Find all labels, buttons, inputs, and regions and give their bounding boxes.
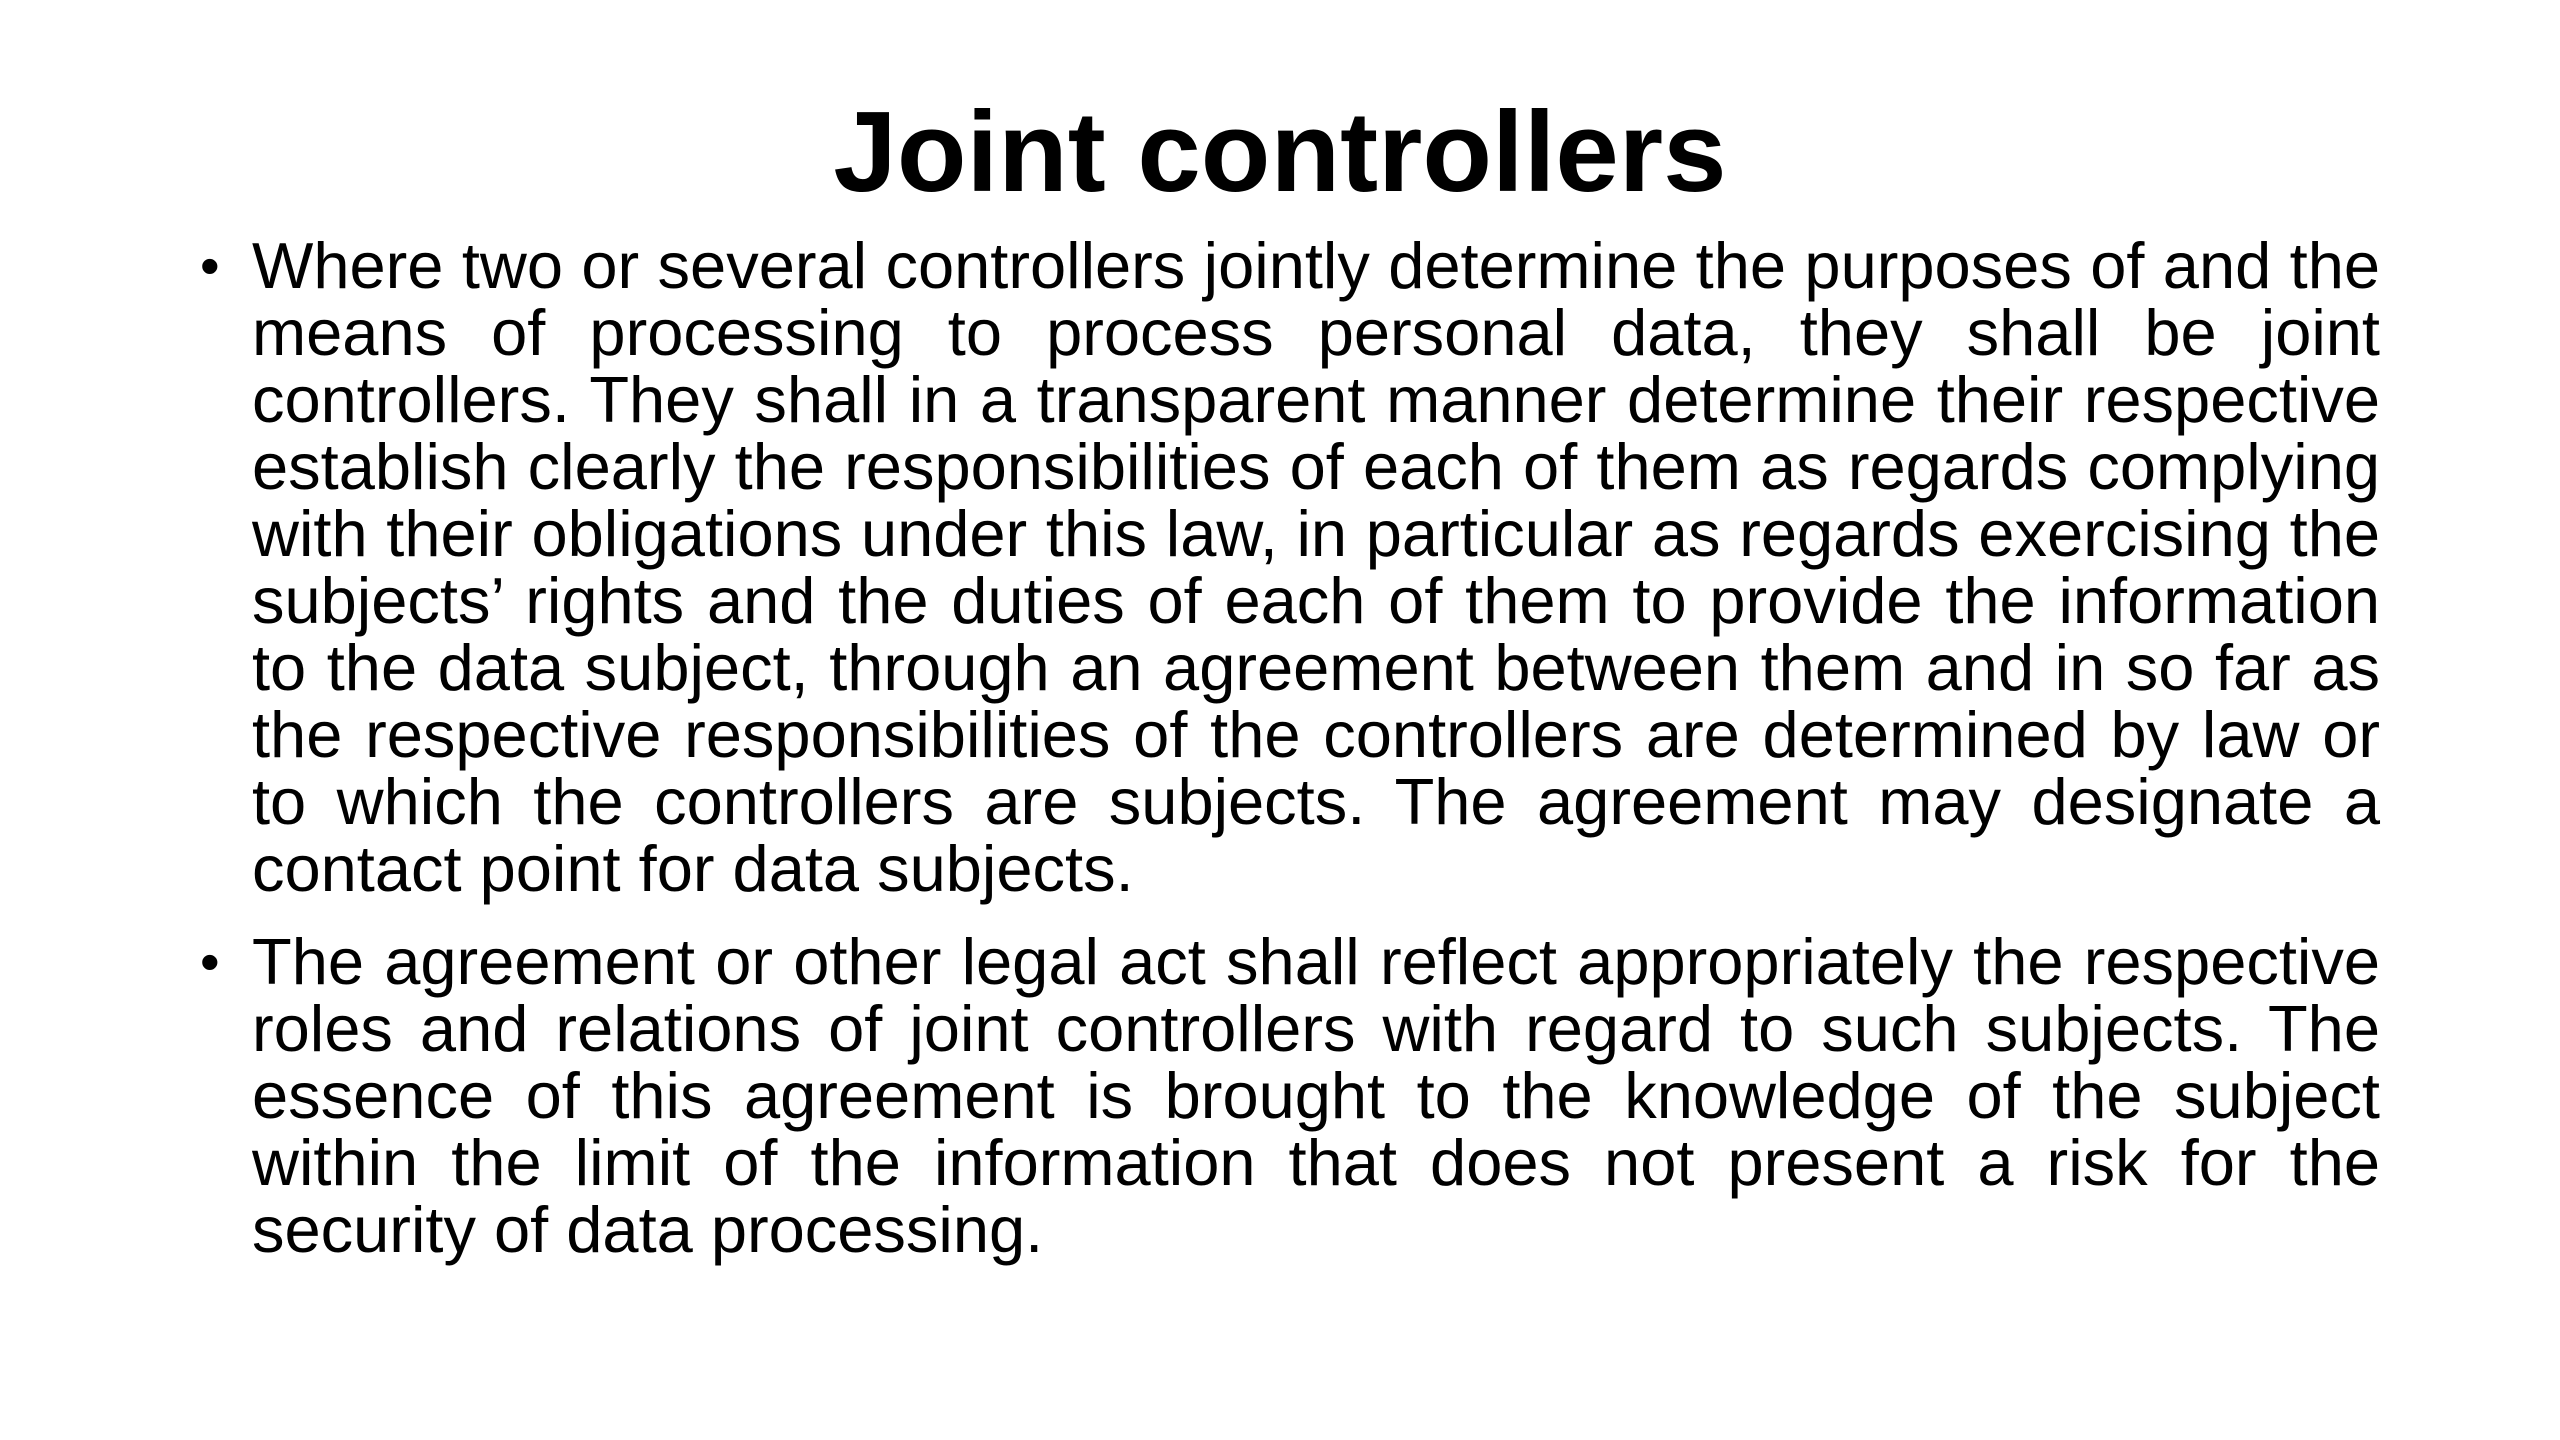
bullet-dot-icon: • — [200, 234, 220, 297]
bullet-list — [200, 229, 2380, 1289]
bullet-item — [200, 925, 2380, 1266]
bullet-text: Where two or several controllers jointly determine the purposes of and the means of processing to process personal data, they shall be joint controllers. They shall in a transparent manner determine their respective establish clearly the responsibilities of each of them as regards complying with their obligations under this law, in particular as regards exercising the subjects’ rights and the duties of each of them to provide the information to the data subject, through an agreement between them and in so far as the respective responsibilities of the controllers are determined by law or to which the controllers are subjects. The agreement may designate a contact point for data subjects. — [252, 229, 2380, 905]
bullet-item — [200, 229, 2380, 905]
slide-title: Joint controllers — [833, 89, 1727, 216]
bullet-text: The agreement or other legal act shall reflect appropriately the respective roles and relations of joint controllers with regard to such subjects. The essence of this agreement is brought to the knowledge of the subject within the limit of the information that does not present a risk for the security of data processing. — [252, 925, 2380, 1266]
bullet-dot-icon: • — [200, 930, 220, 993]
